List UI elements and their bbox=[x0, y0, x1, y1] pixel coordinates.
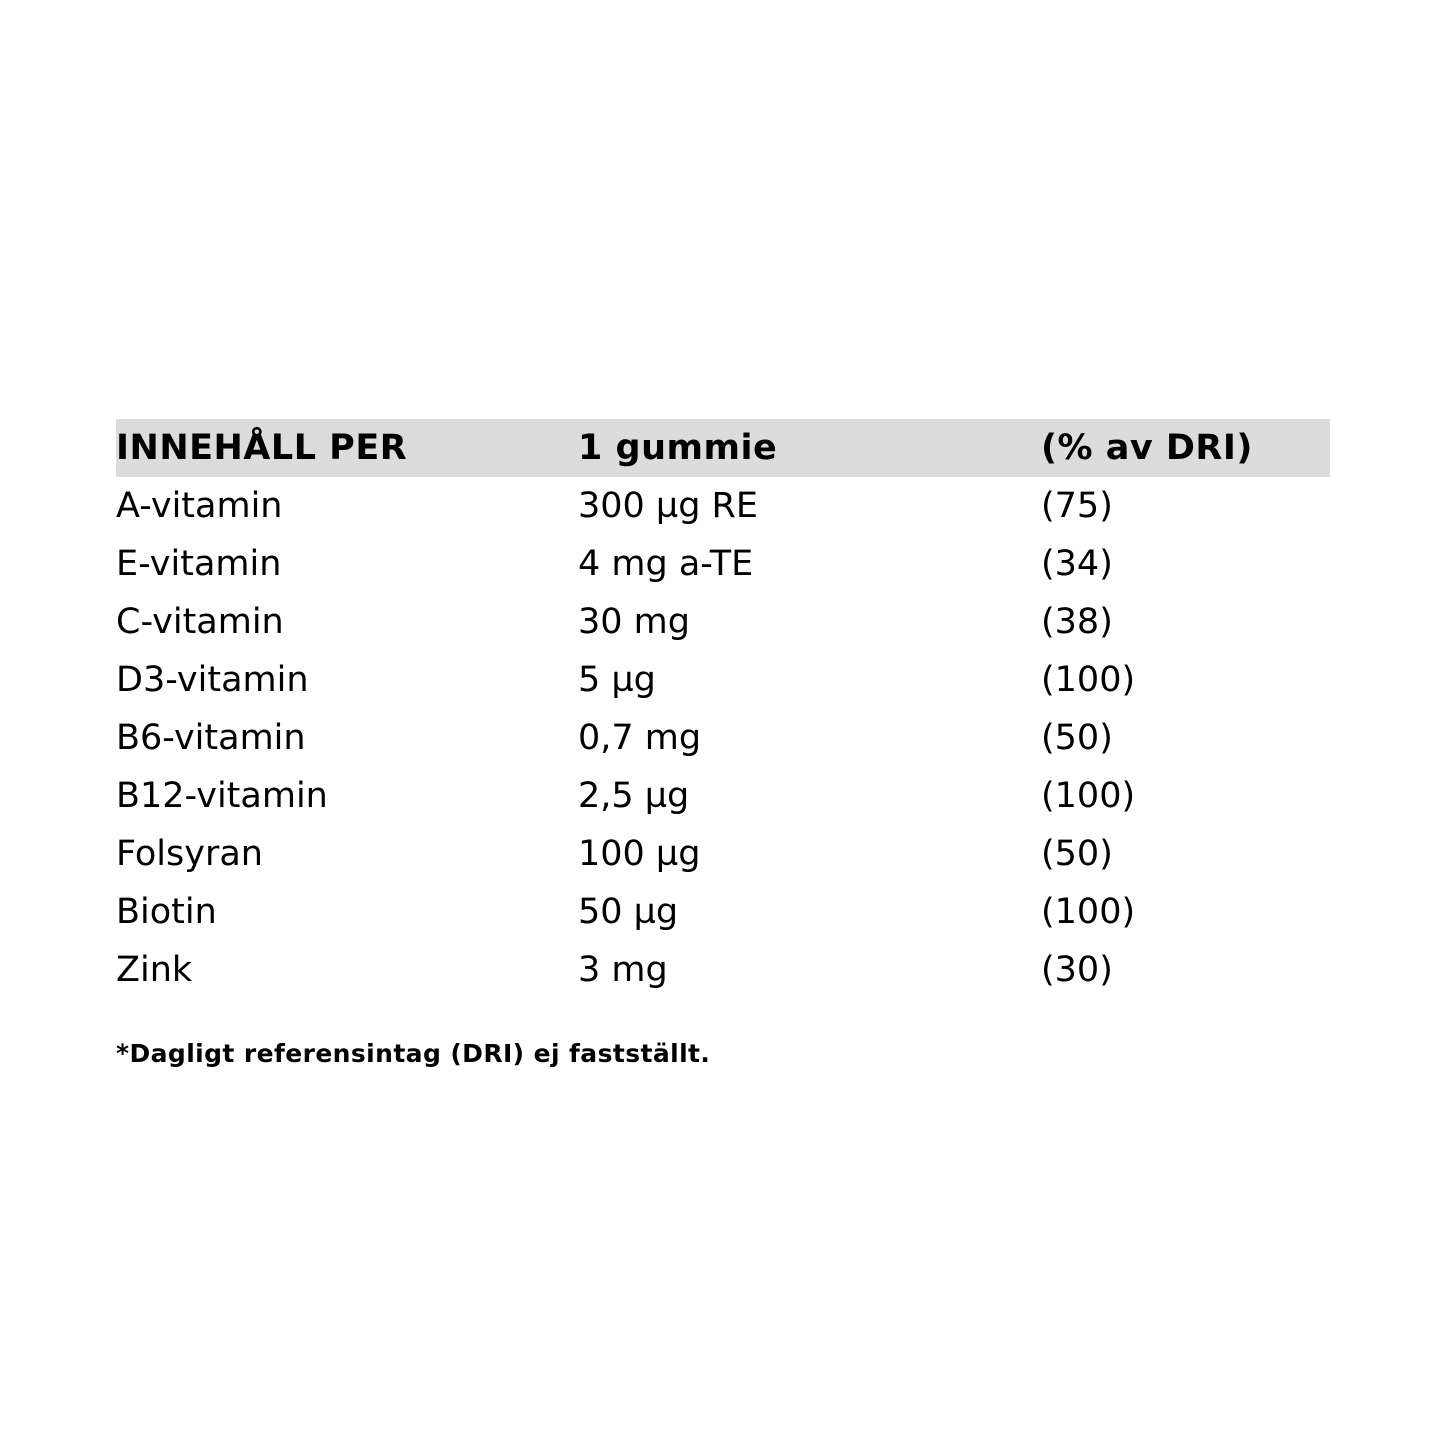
header-dri: (% av DRI) bbox=[1041, 419, 1330, 477]
nutrient-amount: 3 mg bbox=[578, 950, 668, 990]
nutrient-amount: 5 µg bbox=[578, 660, 656, 700]
nutrient-name: D3-vitamin bbox=[116, 660, 309, 700]
nutrient-name: B6-vitamin bbox=[116, 718, 306, 758]
nutrient-dri: (50) bbox=[1041, 834, 1113, 874]
header-amount: 1 gummie bbox=[578, 419, 1041, 477]
table-row bbox=[116, 883, 1330, 941]
nutrient-dri: (75) bbox=[1041, 486, 1113, 526]
nutrient-dri: (100) bbox=[1041, 892, 1136, 932]
nutrient-dri: (30) bbox=[1041, 950, 1113, 990]
table-row bbox=[116, 535, 1330, 593]
table-row bbox=[116, 651, 1330, 709]
nutrient-name: A-vitamin bbox=[116, 486, 283, 526]
nutrient-amount: 0,7 mg bbox=[578, 718, 702, 758]
nutrient-amount: 300 µg RE bbox=[578, 486, 758, 526]
footnote: *Dagligt referensintag (DRI) ej fastställt. bbox=[116, 1039, 711, 1068]
nutrient-name: C-vitamin bbox=[116, 602, 284, 642]
nutrient-dri: (38) bbox=[1041, 602, 1113, 642]
table-row bbox=[116, 825, 1330, 883]
table-header-row bbox=[116, 419, 1330, 477]
table-row bbox=[116, 593, 1330, 651]
nutrient-dri: (34) bbox=[1041, 544, 1113, 584]
nutrient-dri: (100) bbox=[1041, 660, 1136, 700]
nutrition-table bbox=[116, 419, 1330, 999]
nutrient-dri: (100) bbox=[1041, 776, 1136, 816]
nutrient-amount: 4 mg a-TE bbox=[578, 544, 754, 584]
nutrient-amount: 50 µg bbox=[578, 892, 679, 932]
nutrient-amount: 2,5 µg bbox=[578, 776, 690, 816]
table-row bbox=[116, 767, 1330, 825]
table-row bbox=[116, 709, 1330, 767]
table-row bbox=[116, 941, 1330, 999]
header-nutrient: INNEHÅLL PER bbox=[116, 419, 578, 477]
nutrient-name: Zink bbox=[116, 950, 193, 990]
nutrient-name: E-vitamin bbox=[116, 544, 282, 584]
nutrition-table-body bbox=[116, 419, 1330, 999]
nutrient-name: Folsyran bbox=[116, 834, 263, 874]
nutrient-amount: 100 µg bbox=[578, 834, 701, 874]
nutrient-name: B12-vitamin bbox=[116, 776, 328, 816]
nutrient-amount: 30 mg bbox=[578, 602, 690, 642]
nutrient-name: Biotin bbox=[116, 892, 217, 932]
nutrient-dri: (50) bbox=[1041, 718, 1113, 758]
table-row bbox=[116, 477, 1330, 535]
